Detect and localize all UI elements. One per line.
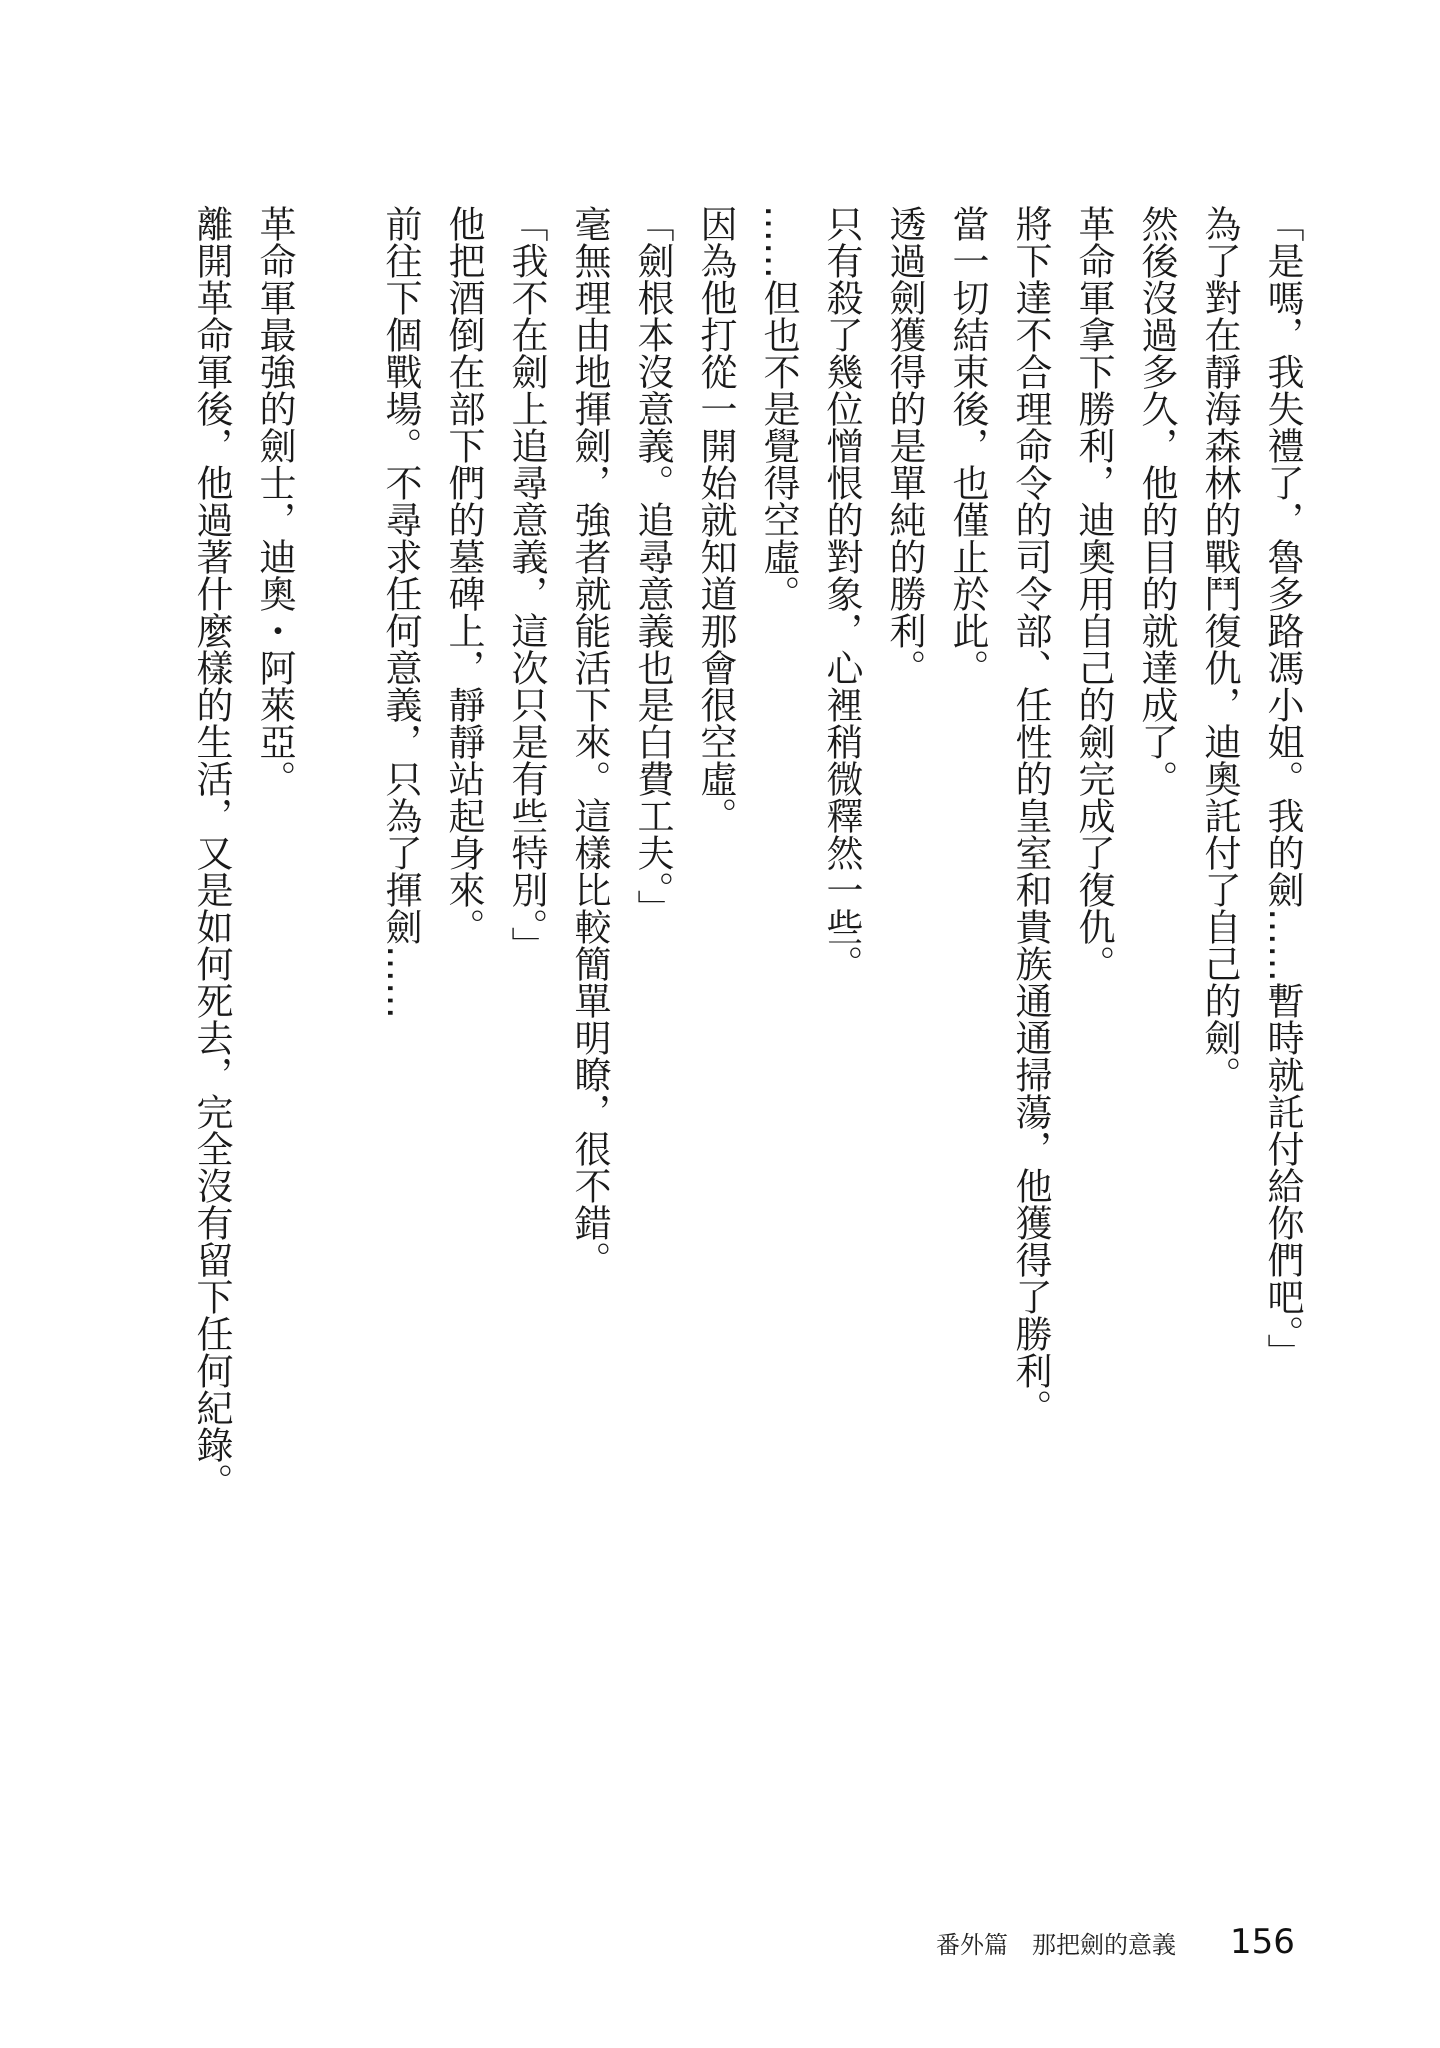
paragraph: 「劍根本沒意義。追尋意義也是白費工夫。」 bbox=[631, 205, 674, 927]
paragraph: 「我不在劍上追尋意義，這次只是有些特別。」 bbox=[505, 205, 548, 964]
paragraph: 前往下個戰場。不尋求任何意義，只為了揮劍…… bbox=[379, 205, 422, 1019]
paragraph: 透過劍獲得的是單純的勝利。 bbox=[883, 205, 926, 686]
paragraph: 然後沒過多久，他的目的就達成了。 bbox=[1135, 205, 1178, 797]
blank-line bbox=[306, 205, 369, 1605]
vertical-body-text bbox=[180, 205, 1314, 1605]
paragraph: ……但也不是覺得空虛。 bbox=[757, 205, 800, 612]
paragraph: 將下達不合理命令的司令部、任性的皇室和貴族通通掃蕩，他獲得了勝利。 bbox=[1009, 205, 1052, 1426]
page-number: 156 bbox=[1230, 1922, 1295, 1962]
paragraph: 革命軍最強的劍士，迪奧・阿萊亞。 bbox=[253, 205, 296, 797]
paragraph: 離開革命軍後，他過著什麼樣的生活，又是如何死去，完全沒有留下任何紀錄。 bbox=[190, 205, 233, 1500]
paragraph: 為了對在靜海森林的戰鬥復仇，迪奧託付了自己的劍。 bbox=[1198, 205, 1241, 1093]
paragraph: 革命軍拿下勝利，迪奧用自己的劍完成了復仇。 bbox=[1072, 205, 1115, 982]
paragraph: 他把酒倒在部下們的墓碑上，靜靜站起身來。 bbox=[442, 205, 485, 945]
paragraph: 當一切結束後，也僅止於此。 bbox=[946, 205, 989, 686]
paragraph: 毫無理由地揮劍，強者就能活下來。這樣比較簡單明瞭，很不錯。 bbox=[568, 205, 611, 1278]
paragraph: 「是嗎，我失禮了，魯多路馮小姐。我的劍……暫時就託付給你們吧。」 bbox=[1261, 205, 1304, 1371]
running-title: 番外篇 那把劍的意義 bbox=[936, 1931, 1176, 1959]
page-footer bbox=[936, 1922, 1295, 1962]
paragraph: 因為他打從一開始就知道那會很空虛。 bbox=[694, 205, 737, 834]
paragraph: 只有殺了幾位憎恨的對象，心裡稍微釋然一些。 bbox=[820, 205, 863, 982]
